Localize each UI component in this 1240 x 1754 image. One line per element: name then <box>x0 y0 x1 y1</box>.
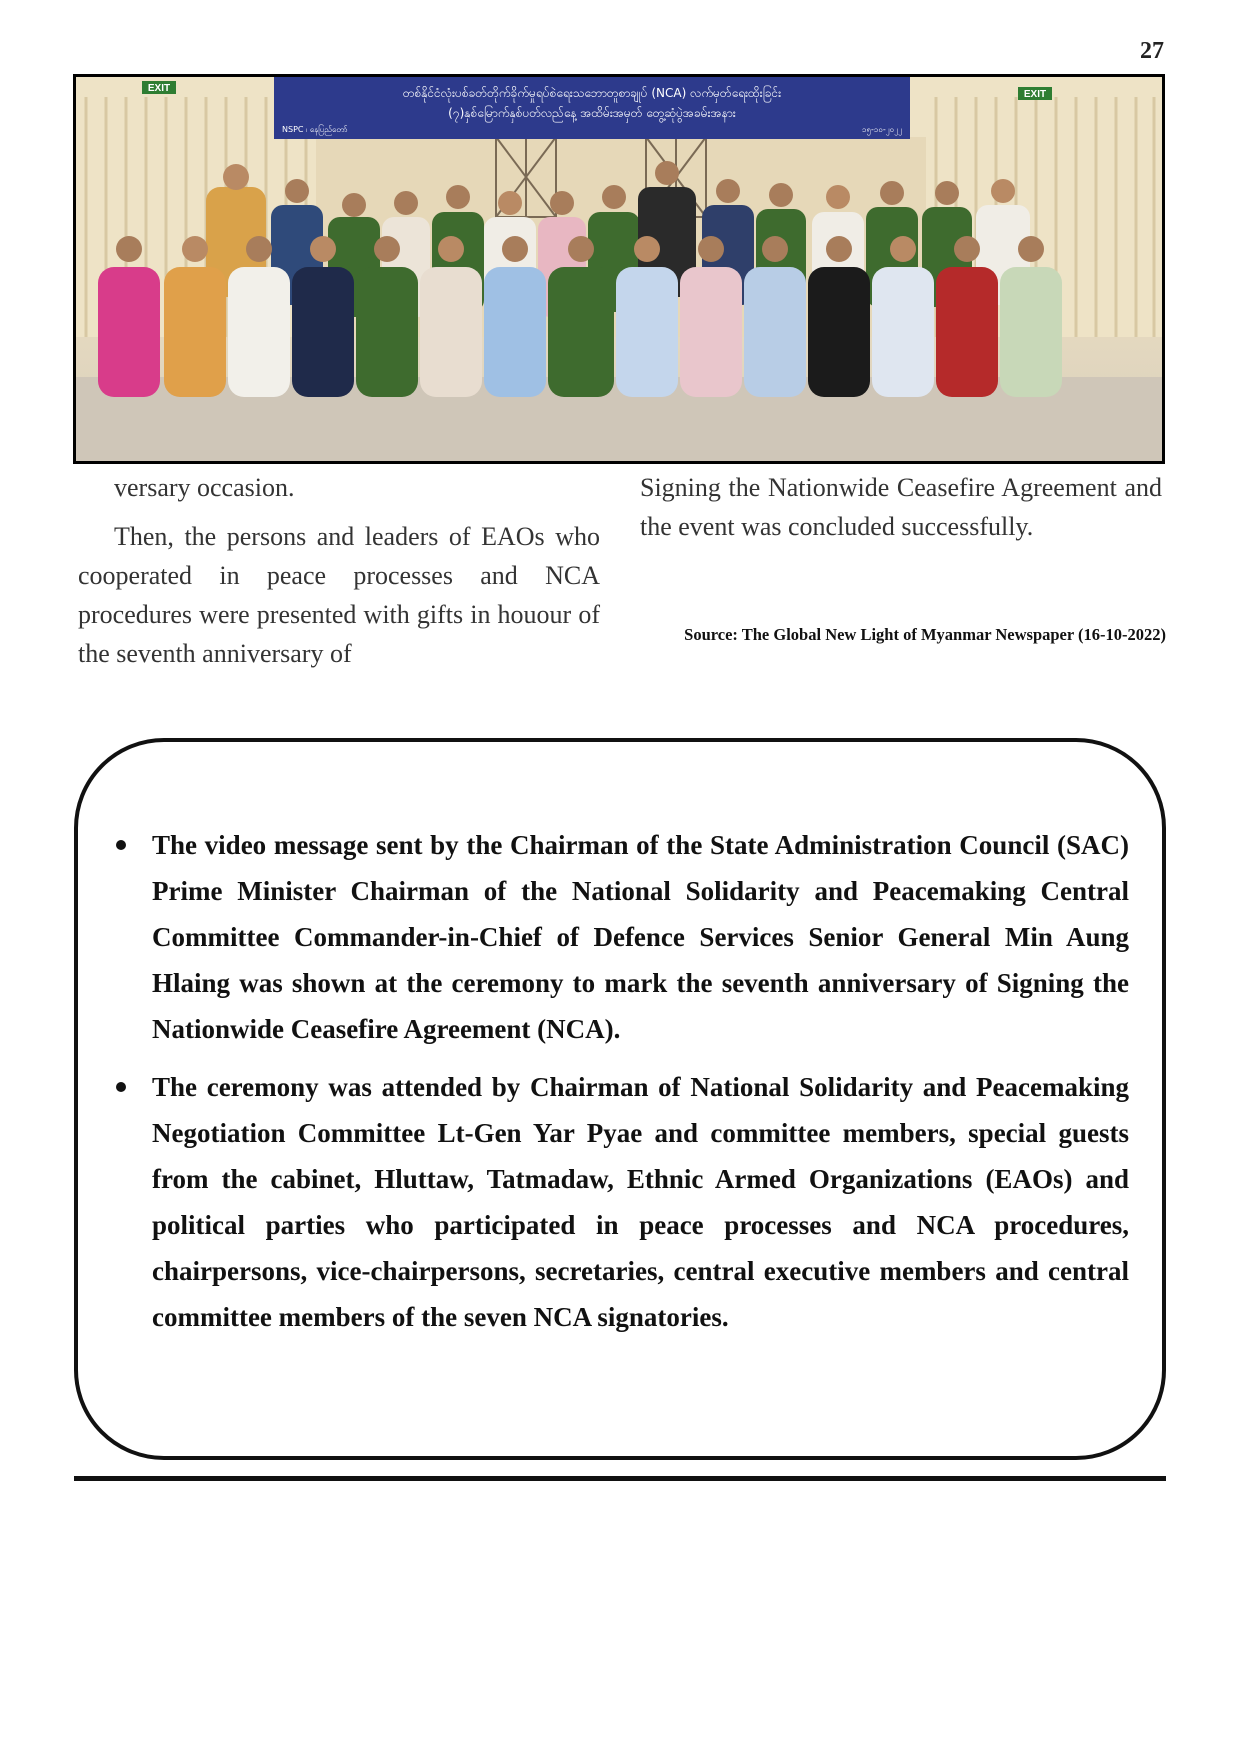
article-paragraph-right: Signing the Nationwide Ceasefire Agreement and the event was concluded successfully. <box>640 473 1162 541</box>
group-photo-illustration <box>76 77 1162 461</box>
bullet-icon <box>116 1082 126 1092</box>
article-right-column <box>640 468 1162 546</box>
banner-org: NSPC ၊ နေပြည်တော် <box>282 125 348 134</box>
summary-bullet-item <box>114 1064 1129 1340</box>
exit-sign-right: EXIT <box>1023 89 1047 100</box>
article-left-column <box>78 468 600 673</box>
summary-bullet-text: The ceremony was attended by Chairman of National Solidarity and Peacemaking Negotiation Committee Lt-Gen Yar Pyae and committee members, special guests from the cabinet, Hluttaw, Tatmadaw, Ethnic Armed Organizations (EAOs) and political parties who participated in peace processes and NCA procedures, chairpersons, vice-chairpersons, secretaries, central executive members and central committee members of the seven NCA signatories. <box>152 1072 1129 1332</box>
article-paragraph-left: Then, the persons and leaders of EAOs who cooperated in peace processes and NCA procedures were presented with gifts in houour of the seventh anniversary of <box>78 522 600 668</box>
banner-title-line1: တစ်နိုင်ငံလုံးပစ်ခတ်တိုက်ခိုက်မှုရပ်စဲရေးသဘောတူစာချုပ် (NCA) လက်မှတ်ရေးထိုးခြင်း <box>402 86 782 100</box>
bottom-divider <box>74 1476 1166 1481</box>
summary-bullet-text: The video message sent by the Chairman of the State Administration Council (SAC) Prime Minister Chairman of the National Solidarity and Peacemaking Central Committee Commander-in-Chief of Defence Services Senior General Min Aung Hlaing was shown at the ceremony to mark the seventh anniversary of Signing the Nationwide Ceasefire Agreement (NCA). <box>152 830 1129 1044</box>
summary-bullet-item <box>114 822 1129 1052</box>
summary-box <box>74 738 1166 1460</box>
bullet-icon <box>116 840 126 850</box>
banner-title-line2: (၇)နှစ်မြောက်နှစ်ပတ်လည်နေ့ အထိမ်းအမှတ် တွေ့ဆုံပွဲအခမ်းအနား <box>448 106 736 120</box>
banner-date: ၁၅-၁၀-၂၀၂၂ <box>861 125 902 134</box>
article-continuation: versary occasion. <box>114 473 295 502</box>
summary-bullet-list <box>114 822 1129 1352</box>
page-number: 27 <box>1140 38 1164 64</box>
exit-sign-left: EXIT <box>147 83 171 94</box>
source-citation: Source: The Global New Light of Myanmar Newspaper (16-10-2022) <box>684 625 1166 644</box>
group-photo <box>73 74 1165 464</box>
